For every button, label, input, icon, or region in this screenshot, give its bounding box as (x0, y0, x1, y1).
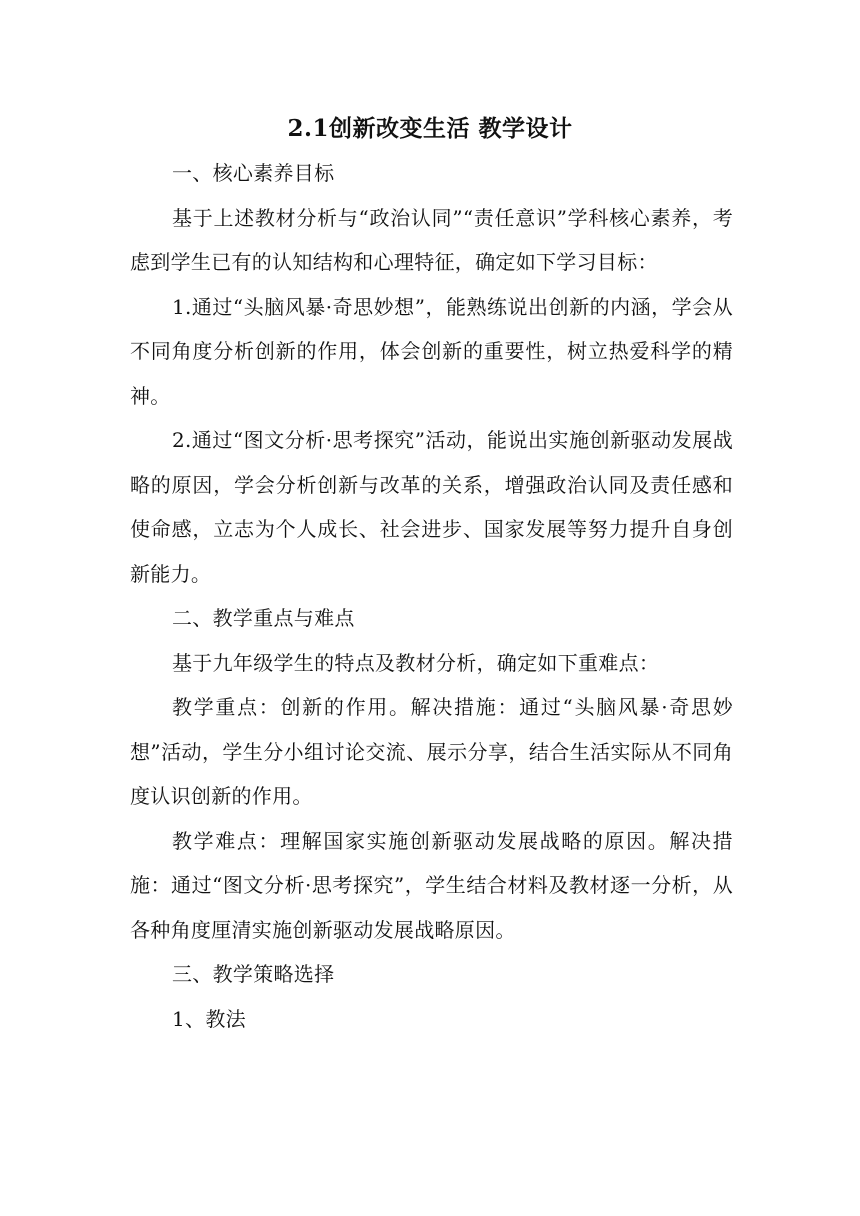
document-body (130, 151, 733, 1041)
paragraph-goals-intro: 基于上述教材分析与“政治认同”“责任意识”学科核心素养，考虑到学生已有的认知结构和心理特征，确定如下学习目标： (130, 205, 733, 274)
paragraph-goal-2: 2.通过“图文分析·思考探究”活动，能说出实施创新驱动发展战略的原因，学会分析创新与改革的关系，增强政治认同及责任感和使命感，立志为个人成长、社会进步、国家发展等努力提升自身创新能力。 (130, 428, 733, 586)
paragraph-teaching-focus: 教学重点：创新的作用。解决措施：通过“头脑风暴·奇思妙想”活动，学生分小组讨论交流、展示分享，结合生活实际从不同角度认识创新的作用。 (130, 695, 733, 808)
paragraph-teaching-difficulty: 教学难点：理解国家实施创新驱动发展战略的原因。解决措施：通过“图文分析·思考探究”，学生结合材料及教材逐一分析，从各种角度厘清实施创新驱动发展战略原因。 (130, 828, 733, 942)
section-heading-core-goals: 一、核心素养目标 (172, 161, 335, 185)
paragraph-goal-1: 1.通过“头脑风暴·奇思妙想”，能熟练说出创新的内涵，学会从不同角度分析创新的作用，体会创新的重要性，树立热爱科学的精神。 (130, 294, 733, 408)
section-heading-key-points: 二、教学重点与难点 (172, 606, 355, 630)
subheading-teaching-method: 1、教法 (172, 1006, 246, 1031)
section-heading-strategy: 三、教学策略选择 (172, 962, 335, 986)
document-title: 2.1创新改变生活 教学设计 (287, 115, 573, 142)
paragraph-key-points-intro: 基于九年级学生的特点及教材分析，确定如下重难点： (172, 650, 660, 675)
